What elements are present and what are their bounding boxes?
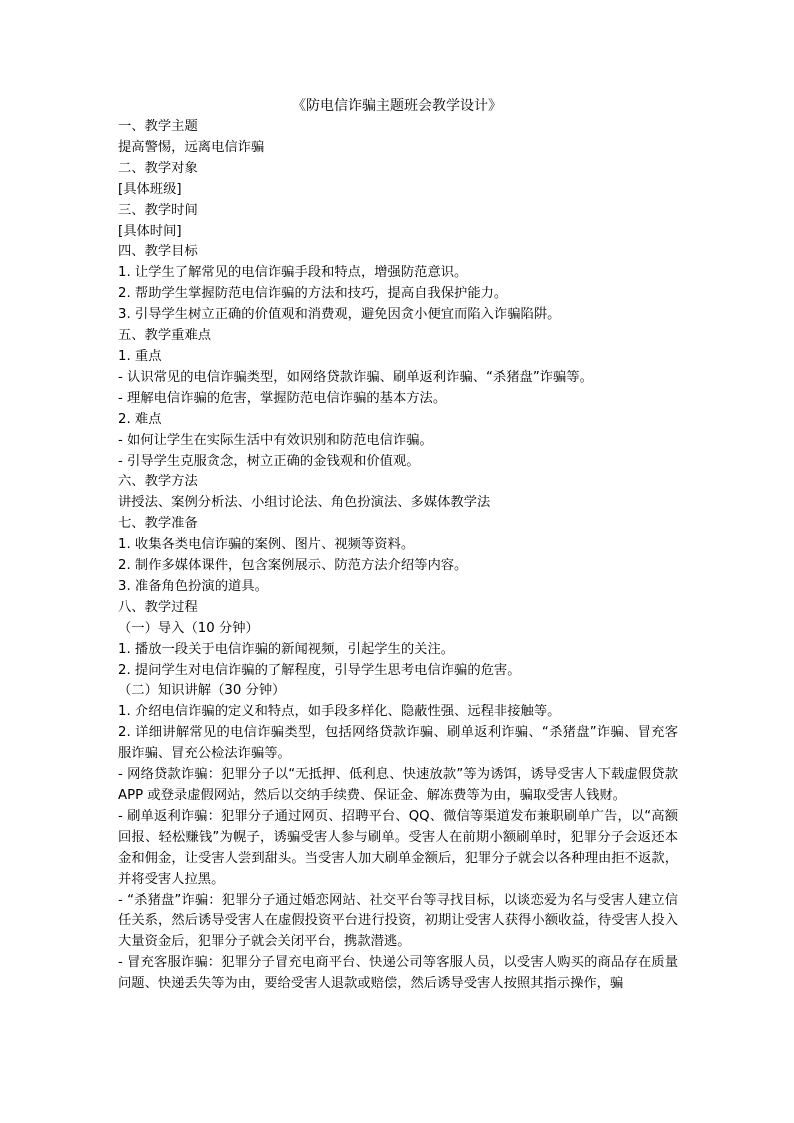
list-item: 3. 引导学生树立正确的价值观和消费观，避免因贪小便宜而陷入诈骗陷阱。 (118, 307, 561, 323)
section-heading: 三、教学时间 (118, 202, 198, 218)
text-line: 讲授法、案例分析法、小组讨论法、角色扮演法、多媒体教学法 (118, 495, 491, 511)
text-line: [具体班级] (118, 181, 182, 197)
section-heading: 一、教学主题 (118, 119, 198, 134)
paragraph: - 刷单返利诈骗：犯罪分子通过网页、招聘平台、QQ、微信等渠道发布兼职刷单广告，以“高额回报、轻松赚钱”为幌子，诱骗受害人参与刷单。受害人在前期小额刷单时，犯罪分子会返还本金和佣金，让受害人尝到甜头。当受害人加大刷单金额后，犯罪分子就会以各种理由拒不返款，并将受害人拉黑。 (118, 808, 678, 887)
section-heading: 六、教学方法 (118, 474, 198, 490)
section-heading: 四、教学目标 (118, 244, 198, 260)
list-item: - 如何让学生在实际生活中有效识别和防范电信诈骗。 (118, 432, 433, 448)
paragraph: - 冒充客服诈骗：犯罪分子冒充电商平台、快递公司等客服人员，以受害人购买的商品存在质量问题、快递丢失等为由，要给受害人退款或赔偿，然后诱导受害人按照其指示操作，骗 (118, 955, 678, 992)
list-item: 2. 制作多媒体课件，包含案例展示、防范方法介绍等内容。 (118, 558, 468, 574)
document-title: 《防电信诈骗主题班会教学设计》 (292, 98, 502, 114)
text-line: 提高警惕，远离电信诈骗 (118, 139, 265, 155)
section-heading: 八、教学过程 (118, 599, 198, 615)
paragraph: 2. 详细讲解常见的电信诈骗类型，包括网络贷款诈骗、刷单返利诈骗、“杀猪盘”诈骗、冒充客服诈骗、冒充公检法诈骗等。 (118, 725, 678, 762)
sub-heading: 2. 难点 (118, 411, 162, 427)
list-item: 2. 提问学生对电信诈骗的了解程度，引导学生思考电信诈骗的危害。 (118, 662, 521, 678)
paragraph: - “杀猪盘”诈骗：犯罪分子通过婚恋网站、社交平台等寻找目标，以谈恋爱为名与受害人建立信任关系，然后诱导受害人在虚假投资平台进行投资，初期让受害人获得小额收益，待受害人投入大量资金后，犯罪分子就会关闭平台，携款潜逃。 (118, 892, 678, 950)
list-item: 1. 介绍电信诈骗的定义和特点，如手段多样化、隐蔽性强、远程非接触等。 (118, 704, 561, 720)
sub-heading: 1. 重点 (118, 348, 162, 364)
list-item: 2. 帮助学生掌握防范电信诈骗的方法和技巧，提高自我保护能力。 (118, 286, 508, 302)
list-item: - 引导学生克服贪念，树立正确的金钱观和价值观。 (118, 453, 420, 469)
document-body (118, 117, 678, 995)
text-line: [具体时间] (118, 223, 182, 239)
list-item: - 理解电信诈骗的危害，掌握防范电信诈骗的基本方法。 (118, 390, 447, 406)
sub-heading: （二）知识讲解（30 分钟） (118, 683, 286, 699)
section-heading: 七、教学准备 (118, 516, 198, 532)
section-heading: 二、教学对象 (118, 160, 198, 176)
list-item: 3. 准备角色扮演的道具。 (118, 578, 268, 594)
list-item: 1. 让学生了解常见的电信诈骗手段和特点，增强防范意识。 (118, 265, 468, 281)
list-item: - 认识常见的电信诈骗类型，如网络贷款诈骗、刷单返利诈骗、“杀猪盘”诈骗等。 (118, 369, 593, 385)
list-item: 1. 收集各类电信诈骗的案例、图片、视频等资料。 (118, 537, 415, 553)
paragraph: - 网络贷款诈骗：犯罪分子以“无抵押、低利息、快速放款”等为诱饵，诱导受害人下载虚假贷款 APP 或登录虚假网站，然后以交纳手续费、保证金、解冻费等为由，骗取受害人钱财。 (118, 767, 678, 803)
list-item: 1. 播放一段关于电信诈骗的新闻视频，引起学生的关注。 (118, 641, 455, 657)
sub-heading: （一）导入（10 分钟） (118, 620, 259, 636)
section-heading: 五、教学重难点 (118, 328, 212, 344)
